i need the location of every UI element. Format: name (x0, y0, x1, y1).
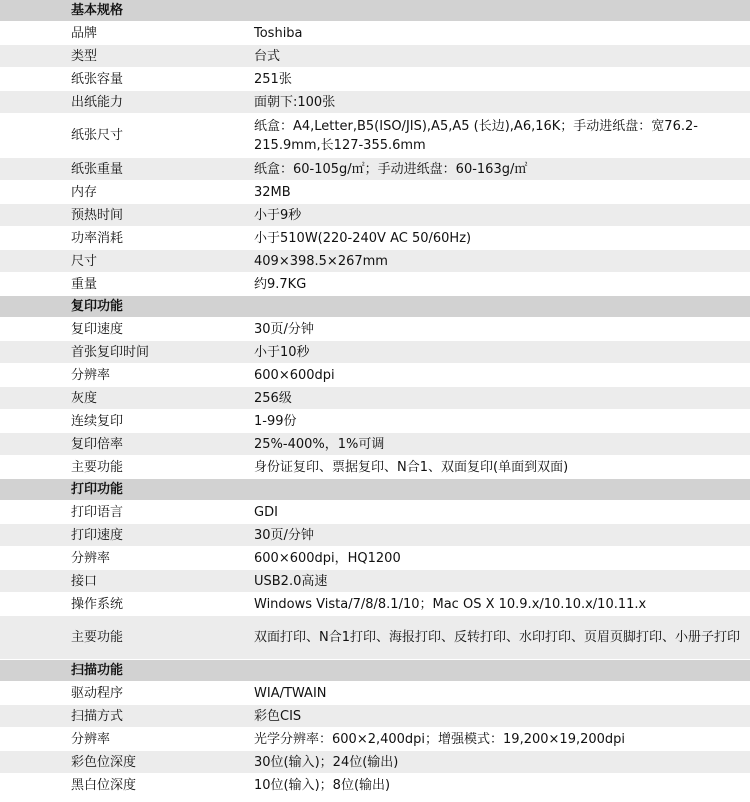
table-row (0, 91, 750, 114)
spec-value: 光学分辨率：600×2,400dpi；增强模式：19,200×19,200dpi (254, 728, 750, 751)
spec-value: 双面打印、N合1打印、海报打印、反转打印、水印打印、页眉页脚打印、小册子打印 (254, 616, 750, 660)
spec-label: 连续复印 (0, 410, 254, 433)
table-row (0, 250, 750, 273)
table-row (0, 728, 750, 751)
spec-value: 600×600dpi，HQ1200 (254, 547, 750, 570)
table-row (0, 341, 750, 364)
spec-value: Toshiba (254, 22, 750, 45)
spec-value: 纸盒：60-105g/㎡；手动进纸盘：60-163g/㎡ (254, 158, 750, 181)
spec-value: 小于9秒 (254, 204, 750, 227)
table-row (0, 547, 750, 570)
spec-value: 面朝下:100张 (254, 91, 750, 114)
spec-label: 操作系统 (0, 593, 254, 616)
spec-value: 身份证复印、票据复印、N合1、双面复印(单面到双面) (254, 456, 750, 479)
spec-label: 彩色位深度 (0, 751, 254, 774)
spec-value: 251张 (254, 68, 750, 91)
spec-value: 10位(输入)；8位(输出) (254, 774, 750, 797)
table-row (0, 68, 750, 91)
spec-label: 功率消耗 (0, 227, 254, 250)
spec-label: 重量 (0, 273, 254, 296)
spec-label: 灰度 (0, 387, 254, 410)
spec-label: 黑白位深度 (0, 774, 254, 797)
section-header-basic (0, 0, 750, 22)
spec-label: 分辨率 (0, 728, 254, 751)
spec-value: 小于10秒 (254, 341, 750, 364)
table-row (0, 682, 750, 705)
section-header-copy (0, 296, 750, 318)
table-row (0, 318, 750, 341)
spec-value: 600×600dpi (254, 364, 750, 387)
section-title: 扫描功能 (0, 660, 750, 682)
spec-label: 驱动程序 (0, 682, 254, 705)
table-row (0, 751, 750, 774)
table-row (0, 433, 750, 456)
section-title: 基本规格 (0, 0, 750, 22)
spec-label: 打印语言 (0, 501, 254, 524)
table-row (0, 524, 750, 547)
spec-label: 类型 (0, 45, 254, 68)
spec-label: 内存 (0, 181, 254, 204)
spec-label: 主要功能 (0, 456, 254, 479)
spec-value: Windows Vista/7/8/8.1/10；Mac OS X 10.9.x/10.10.x/10.11.x (254, 593, 750, 616)
spec-label: 预热时间 (0, 204, 254, 227)
spec-value: 1-99份 (254, 410, 750, 433)
table-row (0, 45, 750, 68)
spec-label: 尺寸 (0, 250, 254, 273)
table-row (0, 593, 750, 616)
section-header-print (0, 479, 750, 501)
table-row (0, 501, 750, 524)
spec-value: 409×398.5×267mm (254, 250, 750, 273)
table-row (0, 227, 750, 250)
table-row (0, 158, 750, 181)
table-row (0, 616, 750, 660)
spec-label: 复印速度 (0, 318, 254, 341)
spec-value: USB2.0高速 (254, 570, 750, 593)
table-row (0, 387, 750, 410)
spec-value: GDI (254, 501, 750, 524)
spec-label: 分辨率 (0, 547, 254, 570)
spec-label: 分辨率 (0, 364, 254, 387)
section-title: 复印功能 (0, 296, 750, 318)
table-row (0, 273, 750, 296)
table-row (0, 364, 750, 387)
spec-label: 纸张容量 (0, 68, 254, 91)
table-row (0, 774, 750, 797)
section-header-scan (0, 660, 750, 682)
spec-label: 主要功能 (0, 616, 254, 660)
spec-value: 彩色CIS (254, 705, 750, 728)
table-row (0, 181, 750, 204)
spec-value: 小于510W(220-240V AC 50/60Hz) (254, 227, 750, 250)
spec-label: 出纸能力 (0, 91, 254, 114)
table-row (0, 570, 750, 593)
spec-value: 30位(输入)；24位(输出) (254, 751, 750, 774)
spec-label: 打印速度 (0, 524, 254, 547)
table-row (0, 204, 750, 227)
spec-label: 纸张重量 (0, 158, 254, 181)
spec-value: 纸盒：A4,Letter,B5(ISO/JIS),A5,A5 (长边),A6,16K；手动进纸盘：宽76.2-215.9mm,长127-355.6mm (254, 114, 750, 158)
table-row (0, 705, 750, 728)
table-row (0, 114, 750, 158)
spec-value: 256级 (254, 387, 750, 410)
table-row (0, 22, 750, 45)
spec-label: 纸张尺寸 (0, 114, 254, 158)
spec-value: 25%-400%，1%可调 (254, 433, 750, 456)
spec-value: 约9.7KG (254, 273, 750, 296)
spec-value: 32MB (254, 181, 750, 204)
table-row (0, 456, 750, 479)
spec-label: 首张复印时间 (0, 341, 254, 364)
spec-label: 品牌 (0, 22, 254, 45)
spec-value: 30页/分钟 (254, 524, 750, 547)
spec-value: 30页/分钟 (254, 318, 750, 341)
spec-value: WIA/TWAIN (254, 682, 750, 705)
spec-label: 复印倍率 (0, 433, 254, 456)
table-row (0, 410, 750, 433)
spec-label: 扫描方式 (0, 705, 254, 728)
section-title: 打印功能 (0, 479, 750, 501)
spec-value: 台式 (254, 45, 750, 68)
spec-label: 接口 (0, 570, 254, 593)
